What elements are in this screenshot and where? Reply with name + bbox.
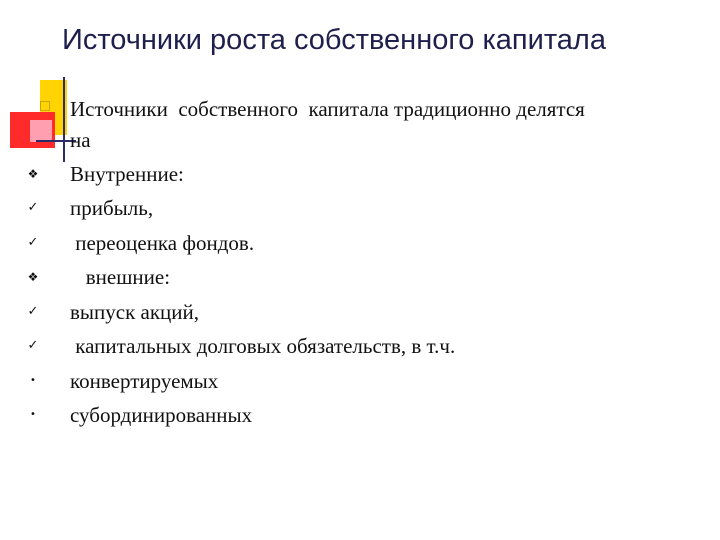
diamond-bullet-icon: ❖	[27, 167, 39, 181]
decorative-pink-block	[30, 120, 52, 142]
slide-title: Источники роста собственного капитала	[62, 24, 606, 56]
list-item-text: Источники собственного капитала традиционно делятся	[70, 97, 585, 121]
check-bullet-icon: ✓	[27, 304, 39, 319]
check-bullet-icon: ✓	[27, 338, 39, 353]
check-bullet-icon: ✓	[27, 200, 39, 215]
list-item-text: прибыль,	[70, 196, 154, 220]
list-item-text: переоценка фондов.	[70, 231, 255, 255]
decorative-vertical-line	[63, 77, 65, 162]
list-item-text: конвертируемых	[70, 369, 219, 393]
check-bullet-icon: ✓	[27, 235, 39, 250]
list-item-text: капитальных долговых обязательств, в т.ч.	[70, 334, 456, 358]
list-item-text: Внутренние:	[70, 162, 184, 186]
dot-bullet-icon: •	[30, 409, 36, 420]
list-item-text: выпуск акций,	[70, 300, 200, 324]
diamond-bullet-icon: ❖	[27, 270, 39, 284]
list-item-text: внешние:	[70, 265, 171, 289]
list-item-text: на	[70, 128, 91, 152]
dot-bullet-icon: •	[30, 375, 36, 386]
square-bullet-icon	[40, 101, 50, 111]
list-item-text: субординированных	[70, 403, 253, 427]
